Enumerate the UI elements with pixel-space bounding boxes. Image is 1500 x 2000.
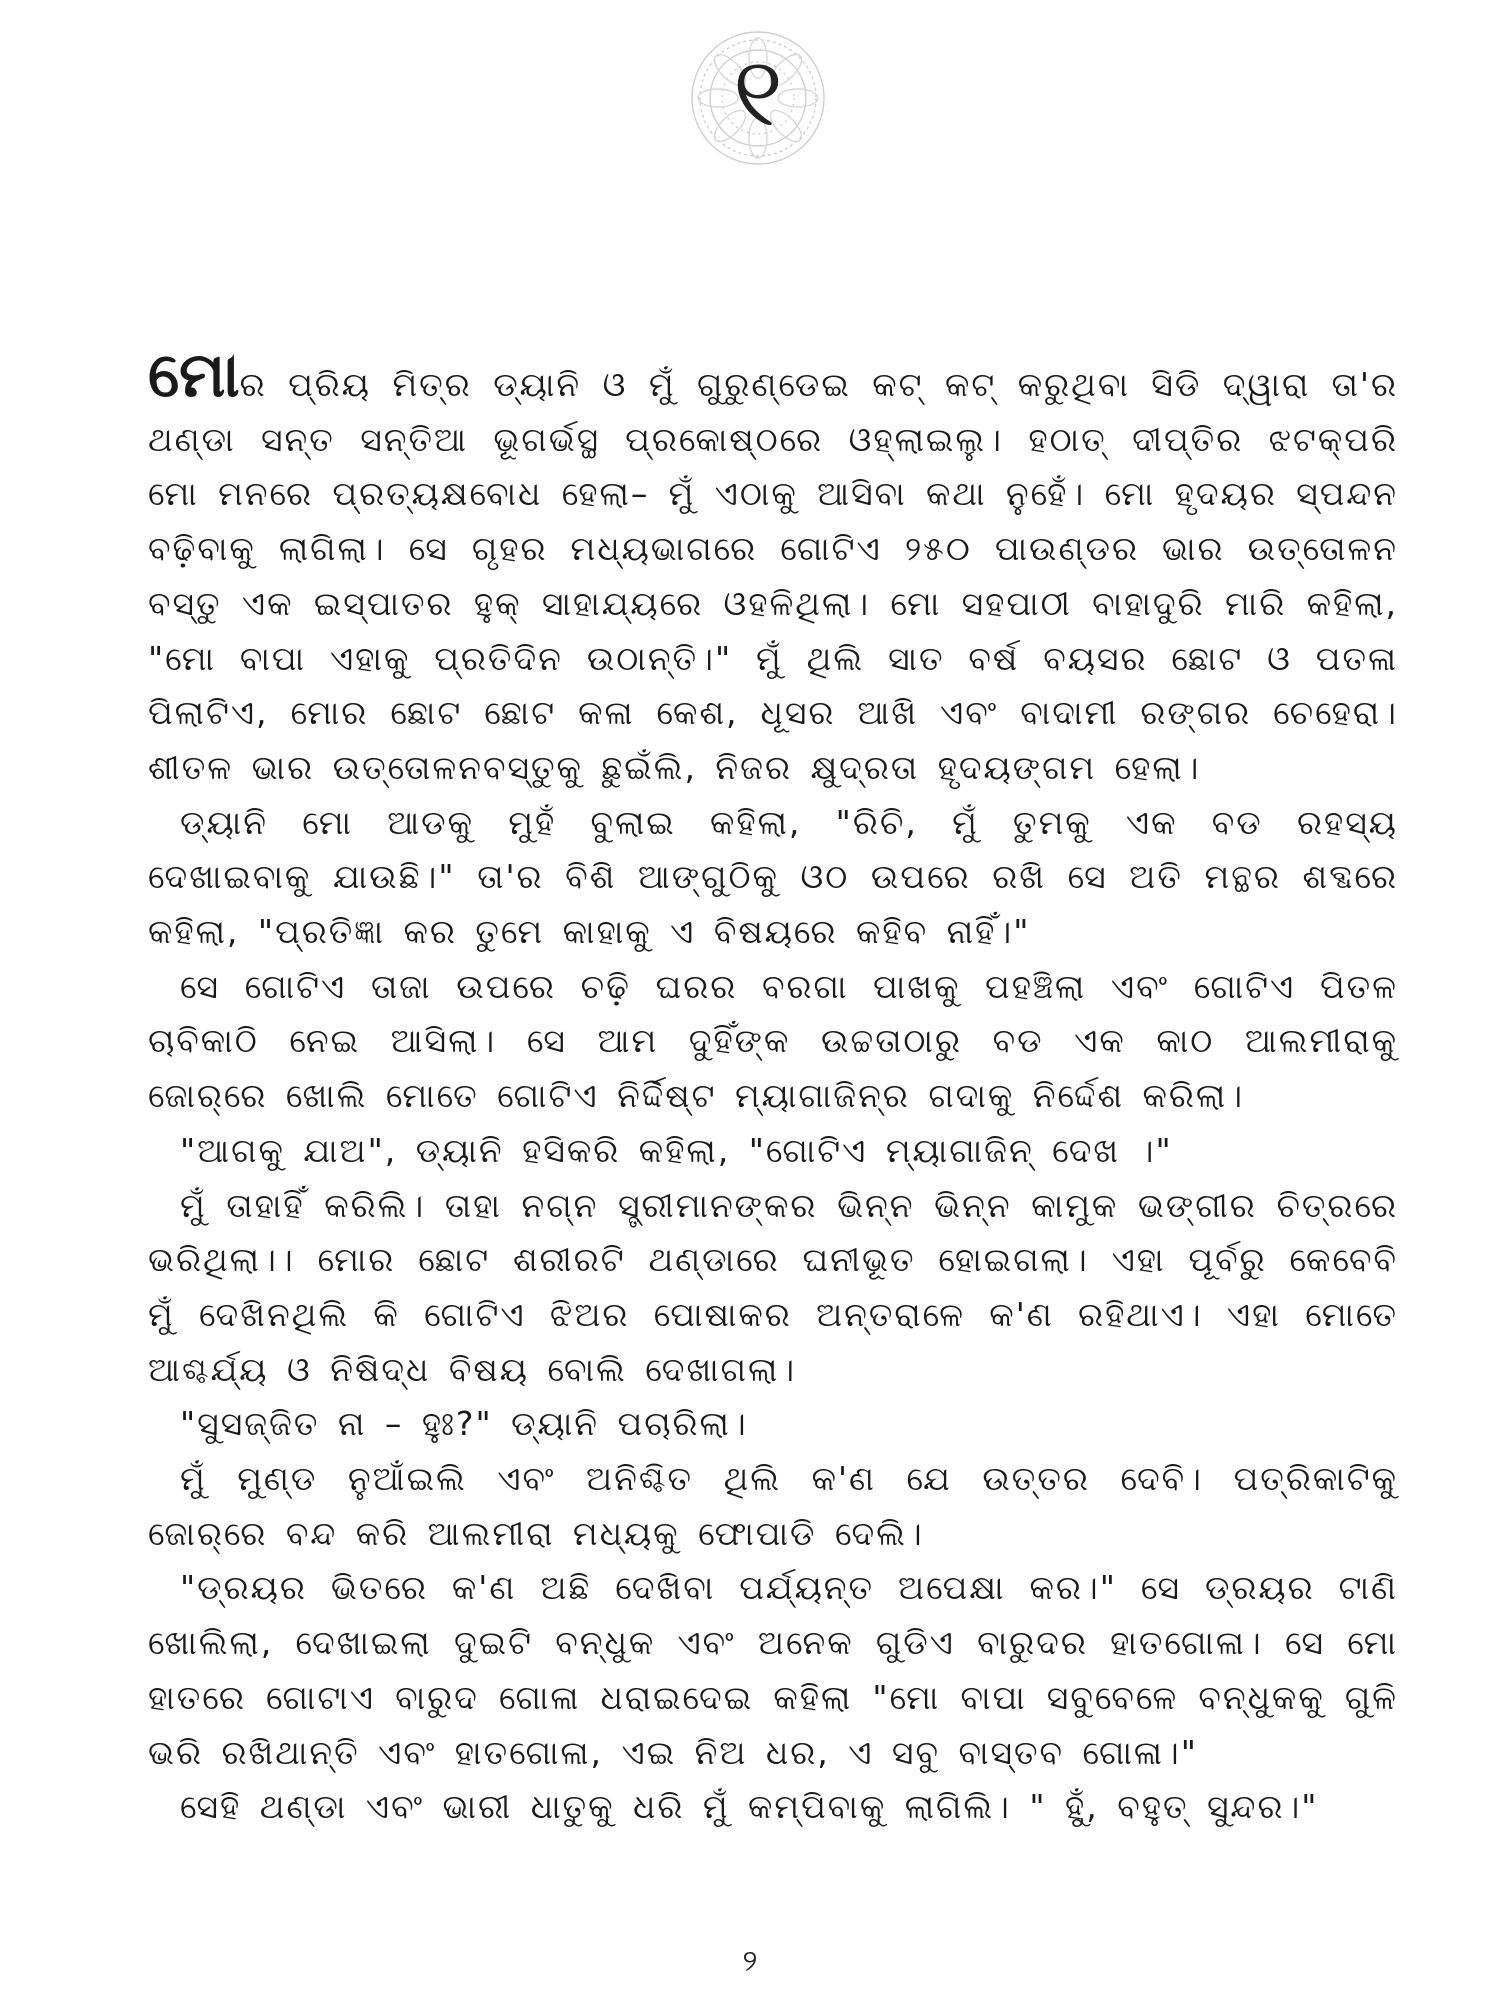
paragraph-text: ର ପ୍ରିୟ ମିତ୍ର ଡ୍ୟାନି ଓ ମୁଁ ଗୁରୁଣ୍ଡେଇ କଟ୍ କଟ୍ କରୁଥିବା ସିଡି ଦ୍ୱାରା ତା'ର ଥଣ୍ଡା ସନ୍ତ ସନ୍ତିଆ ଭୂଗର୍ଭସ୍ଥ ପ୍ରକୋଷ୍ଠରେ ଓହ୍ଲାଇଲୁ। ହଠାତ୍ ଦୀପ୍ତିର ଝଟକ୍‌ପରି ମୋ ମନରେ ପ୍ରତ୍ୟକ୍ଷବୋଧ ହେଲା– ମୁଁ ଏଠାକୁ ଆସିବା କଥା ନୁହେଁ। ମୋ ହୃଦୟର ସ୍ପନ୍ଦନ ବଢ଼ିବାକୁ ଲାଗିଲା। ସେ ଗୃହର ମଧ୍ୟଭାଗରେ ଗୋଟିଏ ୨୫୦ ପାଉଣ୍ଡର ଭାର ଉତ୍ତୋଳନ ବସ୍ତୁ ଏକ ଇସ୍ପାତର ହୁକ୍ ସାହାଯ୍ୟରେ ଓହଳିଥିଲା। ମୋ ସହପାଠୀ ବାହାଦୁରି ମାରି କହିଲା, "ମୋ ବାପା ଏହାକୁ ପ୍ରତିଦିନ ଉଠାନ୍ତି।" ମୁଁ ଥିଲି ସାତ ବର୍ଷ ବୟସର ଛୋଟ ଓ ପତଳା ପିଲାଟିଏ, ମୋର ଛୋଟ ଛୋଟ କଳା କେଶ, ଧୂସର ଆଖି ଏବଂ ବାଦାମୀ ରଙ୍ଗର ଚେହେରା। ଶୀତଳ ଭାର ଉତ୍ତୋଳନବସ୍ତୁକୁ ଛୁଇଁଲି, ନିଜର କ୍ଷୁଦ୍ରତା ହୃଦୟଙ୍ଗମ ହେଲା। — [148, 365, 1398, 787]
paragraph-1 — [148, 338, 1398, 796]
paragraph-7: ମୁଁ ମୁଣ୍ଡ ନୁଆଁଇଲି ଏବଂ ଅନିଶ୍ଚିତ ଥିଲି କ'ଣ ଯେ ଉତ୍ତର ଦେବି। ପତ୍ରିକାଟିକୁ ଜୋର୍‌ରେ ବନ୍ଦ କରି ଆଲମୀରା ମଧ୍ୟକୁ ଫୋପାଡି ଦେଲି। — [148, 1459, 1398, 1553]
page-number: ୨ — [742, 1944, 758, 1979]
drop-cap: ମୋ — [148, 338, 240, 411]
paragraph-3: ସେ ଗୋଟିଏ ତାଜା ଉପରେ ଚଢ଼ି ଘରର ବରଗା ପାଖକୁ ପହଞ୍ଚିଲା ଏବଂ ଗୋଟିଏ ପିତଳ ଚାବିକାଠି ନେଇ ଆସିଲା। ସେ ଆମ ଦୁହିଁଙ୍କ ଉଚ୍ଚତାଠାରୁ ବଡ ଏକ କାଠ ଆଲମୀରାକୁ ଜୋର୍‌ରେ ଖୋଲି ମୋତେ ଗୋଟିଏ ନିର୍ଦ୍ଦିଷ୍ଟ ମ୍ୟାଗାଜିନ୍‌ର ଗଦାକୁ ନିର୍ଦ୍ଦେଶ କରିଲା। — [148, 966, 1398, 1116]
paragraph-6: "ସୁସଜ୍ଜିତ ନା – ହୁଃ?" ଡ୍ୟାନି ପଚାରିଲା। — [180, 1404, 748, 1444]
paragraph-5: ମୁଁ ତାହାହିଁ କରିଲି। ତାହା ନଗ୍ନ ସ୍ତ୍ରୀମାନଙ୍କର ଭିନ୍ନ ଭିନ୍ନ କାମୁକ ଭଙ୍ଗୀର ଚିତ୍ରରେ ଭରିଥିଲା।। ମୋର ଛୋଟ ଶରୀରଟି ଥଣ୍ଡାରେ ଘନୀଭୂତ ହୋଇଗଲା। ଏହା ପୂର୍ବରୁ କେବେବି ମୁଁ ଦେଖିନଥିଲି କି ଗୋଟିଏ ଝିଅର ପୋଷାକର ଅନ୍ତରାଳେ କ'ଣ ରହିଥାଏ। ଏହା ମୋତେ ଆଶ୍ଚର୍ଯ୍ୟ ଓ ନିଷିଦ୍ଧ ବିଷୟ ବୋଲି ଦେଖାଗଲା। — [148, 1185, 1398, 1389]
paragraph-8: "ଡ୍ରୟର ଭିତରେ କ'ଣ ଅଛି ଦେଖିବା ପର୍ଯ୍ୟନ୍ତ ଅପେକ୍ଷା କର।" ସେ ଡ୍ରୟର ଟାଣି ଖୋଲିଲା, ଦେଖାଇଲା ଦୁଇଟି ବନ୍ଧୁକ ଏବଂ ଅନେକ ଗୁଡିଏ ବାରୁଦର ହାତଗୋଳା। ସେ ମୋ ହାତରେ ଗୋଟାଏ ବାରୁଦ ଗୋଳା ଧରାଇଦେଇ କହିଲା "ମୋ ବାପା ସବୁବେଳେ ବନ୍ଧୁକକୁ ଗୁଳି ଭରି ରଖିଥାନ୍ତି ଏବଂ ହାତଗୋଳା, ଏଇ ନିଅ ଧର, ଏ ସବୁ ବାସ୍ତବ ଗୋଳା।" — [148, 1568, 1398, 1772]
paragraph-2: ଡ୍ୟାନି ମୋ ଆଡକୁ ମୁହଁ ବୁଲାଇ କହିଲା, "ରିଚି, ମୁଁ ତୁମକୁ ଏକ ବଡ ରହସ୍ୟ ଦେଖାଇବାକୁ ଯାଉଛି।" ତା'ର ବିଶି ଆଙ୍ଗୁଠିକୁ ଓଠ ଉପରେ ରଖି ସେ ଅତି ମନ୍ଥର ଶବ୍ଦରେ କହିଲା, "ପ୍ରତିଜ୍ଞା କର ତୁମେ କାହାକୁ ଏ ବିଷୟରେ କହିବ ନାହିଁ।" — [148, 802, 1398, 952]
paragraph-9: ସେହି ଥଣ୍ଡା ଏବଂ ଭାରୀ ଧାତୁକୁ ଧରି ମୁଁ କମ୍ପିବାକୁ ଲାଗିଲି। " ହୁଁ, ବହୁତ୍ ସୁନ୍ଦର।" — [180, 1787, 1319, 1827]
chapter-number: ୧ — [732, 36, 784, 148]
paragraph-4: "ଆଗକୁ ଯାଅ", ଡ୍ୟାନି ହସିକରି କହିଲା, "ଗୋଟିଏ ମ୍ୟାଗାଜିନ୍ ଦେଖ ।" — [180, 1130, 1173, 1170]
chapter-body — [148, 338, 1398, 1835]
